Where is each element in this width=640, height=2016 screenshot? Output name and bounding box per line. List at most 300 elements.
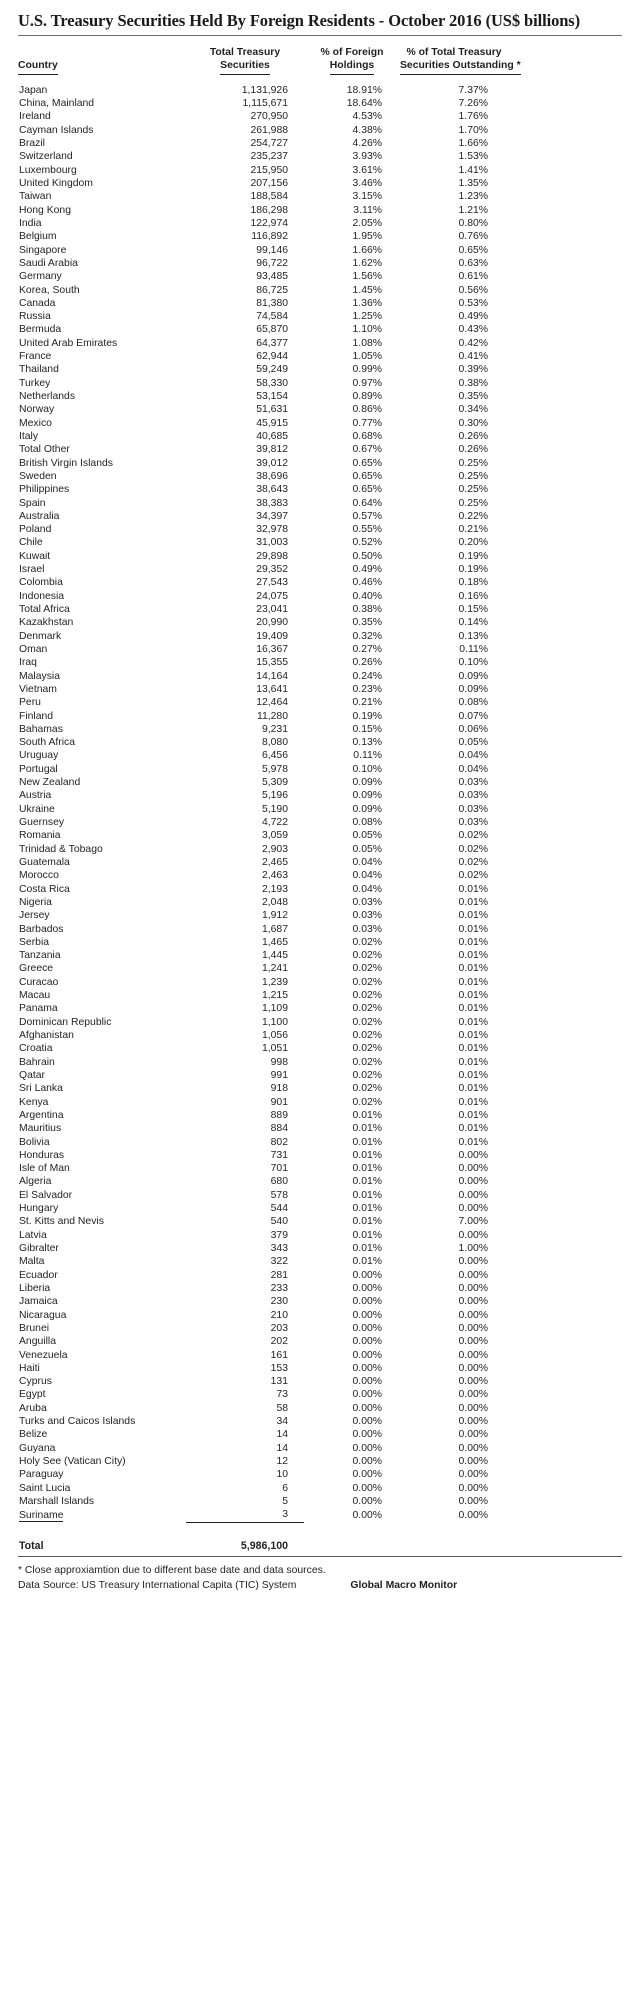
table-row bbox=[18, 976, 508, 989]
cell-percent-total-outstanding: 0.00% bbox=[458, 1256, 488, 1268]
table-row bbox=[18, 896, 508, 909]
table-row bbox=[18, 217, 508, 230]
table-body bbox=[18, 75, 508, 1522]
cell-total-securities: 731 bbox=[270, 1149, 288, 1161]
cell-percent-total-outstanding: 0.00% bbox=[458, 1402, 488, 1414]
table-row bbox=[18, 257, 508, 270]
table-row bbox=[18, 909, 508, 922]
cell-percent-total-outstanding: 0.06% bbox=[458, 723, 488, 735]
cell-country bbox=[18, 1508, 186, 1522]
cell-total-securities: 322 bbox=[270, 1256, 288, 1268]
table-row bbox=[18, 510, 508, 523]
table-header bbox=[18, 36, 521, 75]
cell-percent-total-outstanding: 0.25% bbox=[458, 457, 488, 469]
cell-total-securities: 210 bbox=[270, 1309, 288, 1321]
cell-percent-foreign-holdings: 0.01% bbox=[352, 1123, 382, 1135]
cell-percent-total-outstanding: 0.01% bbox=[458, 1043, 488, 1055]
cell-percent-foreign-holdings: 0.05% bbox=[352, 830, 382, 842]
cell-total-securities: 38,383 bbox=[256, 497, 288, 509]
cell-percent-foreign-holdings: 1.08% bbox=[352, 337, 382, 349]
cell-total-securities: 74,584 bbox=[256, 311, 288, 323]
cell-percent-foreign-holdings: 0.15% bbox=[352, 723, 382, 735]
cell-percent-total-outstanding: 0.25% bbox=[458, 470, 488, 482]
cell-country: Denmark bbox=[19, 630, 62, 642]
total-value: 5,986,100 bbox=[240, 1539, 288, 1552]
cell-percent-foreign-holdings: 0.64% bbox=[352, 497, 382, 509]
table-row bbox=[18, 1242, 508, 1255]
cell-total-securities: 153 bbox=[270, 1362, 288, 1374]
cell-percent-total-outstanding: 0.03% bbox=[458, 777, 488, 789]
cell-country: Nicaragua bbox=[19, 1309, 67, 1321]
cell-percent-foreign-holdings: 0.00% bbox=[352, 1309, 382, 1321]
cell-total-securities: 131 bbox=[270, 1376, 288, 1388]
cell-country: Hong Kong bbox=[19, 204, 71, 216]
table-row bbox=[18, 350, 508, 363]
cell-percent-foreign-holdings: 0.40% bbox=[352, 590, 382, 602]
cell-country: Mexico bbox=[19, 417, 52, 429]
cell-percent-total-outstanding: 0.56% bbox=[458, 284, 488, 296]
cell-percent-total-outstanding: 0.00% bbox=[458, 1149, 488, 1161]
cell-country: Kenya bbox=[19, 1096, 49, 1108]
table-row bbox=[18, 124, 508, 137]
cell-percent-foreign-holdings: 0.02% bbox=[352, 1016, 382, 1028]
cell-total-securities: 2,465 bbox=[261, 856, 288, 868]
cell-percent-total-outstanding: 0.00% bbox=[458, 1389, 488, 1401]
cell-percent-foreign-holdings: 0.19% bbox=[352, 710, 382, 722]
cell-country: Mauritius bbox=[19, 1123, 62, 1135]
cell-percent-foreign-holdings: 0.21% bbox=[352, 697, 382, 709]
cell-percent-foreign-holdings: 0.01% bbox=[352, 1189, 382, 1201]
cell-total-securities: 73 bbox=[276, 1389, 288, 1401]
cell-country: Argentina bbox=[19, 1109, 64, 1121]
cell-percent-total-outstanding: 0.00% bbox=[458, 1336, 488, 1348]
cell-country: Afghanistan bbox=[19, 1030, 74, 1041]
column-header-total-line1: Total Treasury bbox=[209, 47, 281, 58]
table-row bbox=[18, 1322, 508, 1335]
cell-percent-foreign-holdings: 0.24% bbox=[352, 670, 382, 682]
cell-percent-foreign-holdings: 0.00% bbox=[352, 1416, 382, 1428]
footnote-asterisk: * Close approxiamtion due to different base date and data sources. bbox=[18, 1564, 326, 1576]
cell-percent-total-outstanding: 1.66% bbox=[458, 138, 488, 150]
table-row bbox=[18, 1002, 508, 1015]
cell-percent-foreign-holdings: 0.08% bbox=[352, 817, 382, 828]
cell-percent-foreign-holdings: 0.65% bbox=[352, 484, 382, 496]
cell-total-securities: 65,870 bbox=[256, 324, 288, 336]
cell-percent-foreign-holdings: 3.46% bbox=[352, 178, 382, 189]
table-row bbox=[18, 430, 508, 443]
cell-country: Bahrain bbox=[19, 1056, 55, 1068]
cell-percent-total-outstanding: 0.00% bbox=[458, 1282, 488, 1294]
table-row bbox=[18, 1269, 508, 1282]
cell-total-securities: 5,309 bbox=[261, 777, 288, 789]
cell-total-securities: 1,241 bbox=[261, 963, 288, 975]
cell-percent-total-outstanding: 0.02% bbox=[458, 843, 488, 855]
cell-total-securities: 116,892 bbox=[251, 231, 288, 243]
table-row bbox=[18, 1175, 508, 1188]
cell-percent-total-outstanding: 0.00% bbox=[458, 1482, 488, 1494]
table-row bbox=[18, 1375, 508, 1388]
cell-country: Anguilla bbox=[19, 1336, 56, 1348]
table-row bbox=[18, 110, 508, 123]
cell-total-securities: 14 bbox=[276, 1442, 288, 1454]
cell-total-securities: 918 bbox=[270, 1083, 288, 1095]
column-header-total-line2: Securities bbox=[220, 59, 270, 74]
total-row bbox=[18, 1522, 508, 1553]
cell-percent-foreign-holdings: 0.00% bbox=[352, 1456, 382, 1467]
cell-total-securities: 16,367 bbox=[256, 643, 288, 655]
table-row bbox=[18, 656, 508, 669]
cell-percent-total-outstanding: 0.00% bbox=[458, 1176, 488, 1188]
table-row bbox=[18, 1495, 508, 1508]
table-row bbox=[18, 443, 508, 456]
cell-percent-total-outstanding: 7.26% bbox=[458, 98, 488, 110]
table-row bbox=[18, 936, 508, 949]
table-row bbox=[18, 1189, 508, 1202]
cell-percent-total-outstanding: 0.61% bbox=[458, 271, 488, 283]
table-row bbox=[18, 204, 508, 217]
cell-country: Saudi Arabia bbox=[19, 257, 78, 269]
cell-percent-foreign-holdings: 0.00% bbox=[352, 1349, 382, 1361]
cell-percent-total-outstanding: 0.01% bbox=[458, 1136, 488, 1148]
cell-percent-foreign-holdings: 18.91% bbox=[346, 84, 382, 96]
cell-country: Germany bbox=[19, 271, 62, 283]
cell-percent-foreign-holdings: 0.01% bbox=[352, 1176, 382, 1188]
cell-total-securities: 40,685 bbox=[256, 430, 288, 442]
cell-country: Finland bbox=[19, 710, 54, 722]
table-row bbox=[18, 97, 508, 110]
cell-percent-foreign-holdings: 0.52% bbox=[352, 537, 382, 549]
cell-country: Greece bbox=[19, 963, 54, 975]
column-header-country-label: Country bbox=[18, 59, 58, 74]
cell-country: Macau bbox=[19, 990, 51, 1002]
cell-country: Uruguay bbox=[19, 750, 59, 762]
table-row bbox=[18, 710, 508, 723]
cell-country: Kazakhstan bbox=[19, 617, 74, 629]
cell-total-securities: 203 bbox=[270, 1322, 288, 1334]
cell-country: Haiti bbox=[19, 1362, 40, 1374]
table-row bbox=[18, 497, 508, 510]
cell-country: Latvia bbox=[19, 1229, 47, 1241]
cell-percent-foreign-holdings: 4.38% bbox=[352, 124, 382, 136]
cell-country: Turkey bbox=[19, 377, 51, 389]
cell-country: Gibralter bbox=[19, 1243, 59, 1254]
cell-percent-total-outstanding: 0.01% bbox=[458, 950, 488, 962]
cell-country: Belize bbox=[19, 1429, 48, 1441]
cell-percent-total-outstanding: 0.00% bbox=[458, 1495, 488, 1507]
cell-country: Venezuela bbox=[19, 1349, 68, 1361]
cell-total-securities: 281 bbox=[270, 1269, 288, 1281]
cell-country: Portugal bbox=[19, 763, 58, 775]
cell-total-securities: 31,003 bbox=[256, 537, 288, 549]
cell-country: Barbados bbox=[19, 923, 64, 935]
table-row bbox=[18, 297, 508, 310]
table-row bbox=[18, 630, 508, 643]
cell-total-securities: 540 bbox=[270, 1216, 288, 1228]
cell-total-securities: 1,445 bbox=[261, 950, 288, 962]
cell-percent-total-outstanding: 0.01% bbox=[458, 990, 488, 1002]
cell-percent-total-outstanding: 0.49% bbox=[458, 311, 488, 323]
cell-total-securities: 207,156 bbox=[250, 178, 288, 189]
cell-total-securities: 38,696 bbox=[256, 470, 288, 482]
cell-total-securities: 34 bbox=[276, 1416, 288, 1428]
cell-country: Vietnam bbox=[19, 683, 57, 695]
cell-total-securities: 901 bbox=[270, 1096, 288, 1108]
cell-total-securities: 38,643 bbox=[256, 484, 288, 496]
cell-total-securities: 19,409 bbox=[256, 630, 288, 642]
cell-percent-total-outstanding: 0.04% bbox=[458, 750, 488, 762]
cell-percent-foreign-holdings: 0.01% bbox=[352, 1149, 382, 1161]
cell-percent-foreign-holdings: 0.02% bbox=[352, 1096, 382, 1108]
cell-total-securities: 14,164 bbox=[256, 670, 288, 682]
table-row bbox=[18, 177, 508, 190]
cell-total-securities: 4,722 bbox=[261, 817, 288, 828]
cell-country: Austria bbox=[19, 790, 52, 802]
cell-total-securities: 12 bbox=[276, 1456, 288, 1467]
cell-total-securities: 1,131,926 bbox=[241, 84, 288, 96]
table-row bbox=[18, 1482, 508, 1495]
table-row bbox=[18, 1388, 508, 1401]
table-row bbox=[18, 470, 508, 483]
cell-percent-foreign-holdings: 1.56% bbox=[352, 271, 382, 283]
cell-percent-foreign-holdings: 0.02% bbox=[352, 990, 382, 1002]
cell-percent-total-outstanding: 0.00% bbox=[458, 1509, 488, 1521]
cell-percent-foreign-holdings: 0.67% bbox=[352, 444, 382, 456]
cell-total-securities: 1,100 bbox=[261, 1016, 288, 1028]
cell-percent-total-outstanding: 0.15% bbox=[458, 604, 488, 615]
table-row bbox=[18, 603, 508, 616]
cell-country: France bbox=[19, 351, 52, 363]
cell-percent-total-outstanding: 0.39% bbox=[458, 364, 488, 376]
cell-percent-foreign-holdings: 0.02% bbox=[352, 936, 382, 948]
cell-country: Liberia bbox=[19, 1282, 51, 1294]
cell-country: United Kingdom bbox=[19, 178, 93, 189]
cell-percent-foreign-holdings: 0.13% bbox=[352, 737, 382, 749]
cell-percent-foreign-holdings: 0.02% bbox=[352, 1083, 382, 1095]
table-row bbox=[18, 1335, 508, 1348]
table-row bbox=[18, 829, 508, 842]
cell-total-securities: 64,377 bbox=[256, 337, 288, 349]
cell-total-securities: 680 bbox=[270, 1176, 288, 1188]
column-header-foreign-holdings bbox=[304, 36, 400, 75]
cell-country: Serbia bbox=[19, 936, 50, 948]
cell-percent-total-outstanding: 0.22% bbox=[458, 510, 488, 522]
cell-percent-total-outstanding: 0.02% bbox=[458, 830, 488, 842]
cell-total-securities: 1,687 bbox=[261, 923, 288, 935]
cell-percent-foreign-holdings: 0.02% bbox=[352, 963, 382, 975]
cell-country: South Africa bbox=[19, 737, 76, 749]
cell-percent-total-outstanding: 0.21% bbox=[458, 524, 488, 536]
column-header-outstanding-line1: % of Total Treasury bbox=[406, 47, 502, 58]
cell-country: Russia bbox=[19, 311, 51, 323]
table-row bbox=[18, 723, 508, 736]
cell-percent-total-outstanding: 0.01% bbox=[458, 1056, 488, 1068]
cell-total-securities: 215,950 bbox=[250, 164, 288, 176]
cell-percent-total-outstanding: 0.10% bbox=[458, 657, 488, 669]
cell-country: Netherlands bbox=[19, 391, 76, 402]
cell-country: Canada bbox=[19, 297, 56, 309]
cell-total-securities: 1,115,671 bbox=[242, 98, 288, 110]
table-row bbox=[18, 1136, 508, 1149]
cell-percent-total-outstanding: 0.63% bbox=[458, 257, 488, 269]
cell-country: Australia bbox=[19, 510, 60, 522]
cell-percent-total-outstanding: 1.21% bbox=[458, 204, 488, 216]
table-row bbox=[18, 1042, 508, 1055]
table-row bbox=[18, 164, 508, 177]
cell-percent-total-outstanding: 0.00% bbox=[458, 1309, 488, 1321]
table-row bbox=[18, 563, 508, 576]
table-row bbox=[18, 749, 508, 762]
cell-percent-total-outstanding: 0.01% bbox=[458, 1083, 488, 1095]
column-header-outstanding-line2: Securities Outstanding * bbox=[400, 59, 521, 74]
cell-percent-total-outstanding: 0.18% bbox=[458, 577, 488, 589]
cell-percent-total-outstanding: 0.05% bbox=[458, 737, 488, 749]
cell-percent-foreign-holdings: 3.11% bbox=[353, 204, 382, 216]
cell-percent-total-outstanding: 0.00% bbox=[458, 1376, 488, 1388]
cell-percent-total-outstanding: 0.00% bbox=[458, 1322, 488, 1334]
cell-percent-total-outstanding: 0.01% bbox=[458, 896, 488, 908]
cell-percent-foreign-holdings: 0.03% bbox=[352, 910, 382, 922]
table-row bbox=[18, 776, 508, 789]
cell-total-securities: 2,463 bbox=[261, 870, 288, 882]
cell-total-securities: 188,584 bbox=[250, 191, 288, 203]
cell-total-securities: 29,898 bbox=[256, 550, 288, 562]
cell-percent-total-outstanding: 0.00% bbox=[458, 1296, 488, 1308]
cell-country: Indonesia bbox=[19, 590, 65, 602]
cell-percent-total-outstanding: 0.26% bbox=[458, 430, 488, 442]
table-row bbox=[18, 523, 508, 536]
cell-total-securities: 3,059 bbox=[261, 830, 288, 842]
cell-percent-foreign-holdings: 1.95% bbox=[352, 231, 382, 243]
cell-percent-foreign-holdings: 0.02% bbox=[352, 1056, 382, 1068]
cell-percent-total-outstanding: 0.00% bbox=[458, 1442, 488, 1454]
table-row bbox=[18, 1442, 508, 1455]
cell-country: Ireland bbox=[19, 111, 51, 123]
cell-percent-foreign-holdings: 0.55% bbox=[352, 524, 382, 536]
cell-percent-total-outstanding: 0.01% bbox=[458, 1003, 488, 1015]
cell-percent-foreign-holdings: 0.50% bbox=[352, 550, 382, 562]
cell-percent-total-outstanding: 0.01% bbox=[458, 1123, 488, 1135]
cell-country: Aruba bbox=[19, 1402, 47, 1414]
cell-percent-foreign-holdings: 18.64% bbox=[346, 98, 382, 110]
cell-country: Ukraine bbox=[19, 803, 55, 815]
cell-percent-total-outstanding: 0.00% bbox=[458, 1189, 488, 1201]
cell-country: Singapore bbox=[19, 244, 67, 256]
table-row bbox=[18, 1415, 508, 1428]
cell-percent-total-outstanding: 0.09% bbox=[458, 670, 488, 682]
cell-percent-total-outstanding: 0.04% bbox=[458, 763, 488, 775]
cell-percent-foreign-holdings: 0.32% bbox=[352, 630, 382, 642]
cell-country: Holy See (Vatican City) bbox=[19, 1456, 126, 1467]
cell-total-securities: 27,543 bbox=[256, 577, 288, 589]
table-row bbox=[18, 869, 508, 882]
cell-total-securities: 261,988 bbox=[250, 124, 288, 136]
table-row bbox=[18, 643, 508, 656]
cell-percent-foreign-holdings: 0.02% bbox=[352, 950, 382, 962]
cell-total-securities: 11,280 bbox=[256, 710, 288, 722]
table-row bbox=[18, 1349, 508, 1362]
cell-percent-foreign-holdings: 0.03% bbox=[352, 923, 382, 935]
table-header-row bbox=[18, 36, 508, 75]
cell-country: Paraguay bbox=[19, 1469, 64, 1481]
cell-percent-total-outstanding: 1.00% bbox=[458, 1243, 488, 1254]
cell-country: St. Kitts and Nevis bbox=[19, 1216, 104, 1228]
cell-percent-total-outstanding: 0.76% bbox=[458, 231, 488, 243]
cell-percent-total-outstanding: 1.41% bbox=[458, 164, 488, 176]
table-row bbox=[18, 390, 508, 403]
table-row bbox=[18, 1255, 508, 1268]
table-row bbox=[18, 1282, 508, 1295]
cell-percent-total-outstanding: 0.14% bbox=[458, 617, 488, 629]
cell-total-securities: 59,249 bbox=[256, 364, 288, 376]
cell-total-securities: 24,075 bbox=[256, 590, 288, 602]
table-row bbox=[18, 576, 508, 589]
cell-percent-foreign-holdings: 0.65% bbox=[352, 457, 382, 469]
cell-percent-total-outstanding: 0.25% bbox=[458, 497, 488, 509]
holdings-table bbox=[18, 36, 521, 1553]
cell-percent-total-outstanding: 0.00% bbox=[458, 1469, 488, 1481]
cell-country: New Zealand bbox=[19, 777, 81, 789]
table-row bbox=[18, 1162, 508, 1175]
cell-percent-foreign-holdings: 4.53% bbox=[352, 111, 382, 123]
cell-country: Jersey bbox=[19, 910, 50, 922]
cell-country: Chile bbox=[19, 537, 43, 549]
table-row bbox=[18, 763, 508, 776]
cell-country: Dominican Republic bbox=[19, 1016, 112, 1028]
cell-percent-foreign-holdings: 0.00% bbox=[352, 1296, 382, 1308]
table-row bbox=[18, 1295, 508, 1308]
cell-total-securities: 161 bbox=[270, 1349, 288, 1361]
cell-percent-foreign-holdings: 0.97% bbox=[352, 377, 382, 389]
cell-country: Hungary bbox=[19, 1203, 59, 1215]
table-row bbox=[18, 949, 508, 962]
table-row bbox=[18, 483, 508, 496]
cell-percent-foreign-holdings: 0.00% bbox=[352, 1269, 382, 1281]
cell-country: Belgium bbox=[19, 231, 57, 243]
cell-country: Norway bbox=[19, 404, 55, 416]
table-row bbox=[18, 696, 508, 709]
cell-country: Guyana bbox=[19, 1442, 56, 1454]
cell-country-label: Suriname bbox=[19, 1509, 64, 1521]
cell-total-securities: 3 bbox=[186, 1508, 304, 1522]
cell-percent-foreign-holdings: 1.66% bbox=[352, 244, 382, 256]
cell-percent-foreign-holdings: 1.10% bbox=[352, 324, 382, 336]
cell-percent-foreign-holdings: 0.89% bbox=[352, 391, 382, 402]
cell-country: Guatemala bbox=[19, 856, 70, 868]
cell-percent-total-outstanding: 0.30% bbox=[458, 417, 488, 429]
table-row bbox=[18, 536, 508, 549]
cell-percent-total-outstanding: 0.00% bbox=[458, 1416, 488, 1428]
cell-total-securities: 578 bbox=[270, 1189, 288, 1201]
data-source-label: Data Source: US Treasury International Capita (TIC) System bbox=[18, 1579, 297, 1591]
table-row bbox=[18, 1109, 508, 1122]
cell-percent-foreign-holdings: 0.01% bbox=[352, 1203, 382, 1215]
cell-percent-foreign-holdings: 0.05% bbox=[352, 843, 382, 855]
cell-total-securities: 12,464 bbox=[256, 697, 288, 709]
cell-country: Panama bbox=[19, 1003, 58, 1015]
cell-percent-foreign-holdings: 0.00% bbox=[352, 1336, 382, 1348]
cell-country: Total Africa bbox=[19, 604, 70, 615]
table-row bbox=[18, 270, 508, 283]
cell-percent-total-outstanding: 1.76% bbox=[458, 111, 488, 123]
cell-total-securities: 51,631 bbox=[256, 404, 288, 416]
cell-percent-foreign-holdings: 0.01% bbox=[352, 1229, 382, 1241]
table-row bbox=[18, 1215, 508, 1228]
cell-percent-foreign-holdings: 0.77% bbox=[352, 417, 382, 429]
cell-country: Bolivia bbox=[19, 1136, 50, 1148]
cell-country: Korea, South bbox=[19, 284, 80, 296]
title-block bbox=[0, 0, 640, 30]
table-row bbox=[18, 989, 508, 1002]
